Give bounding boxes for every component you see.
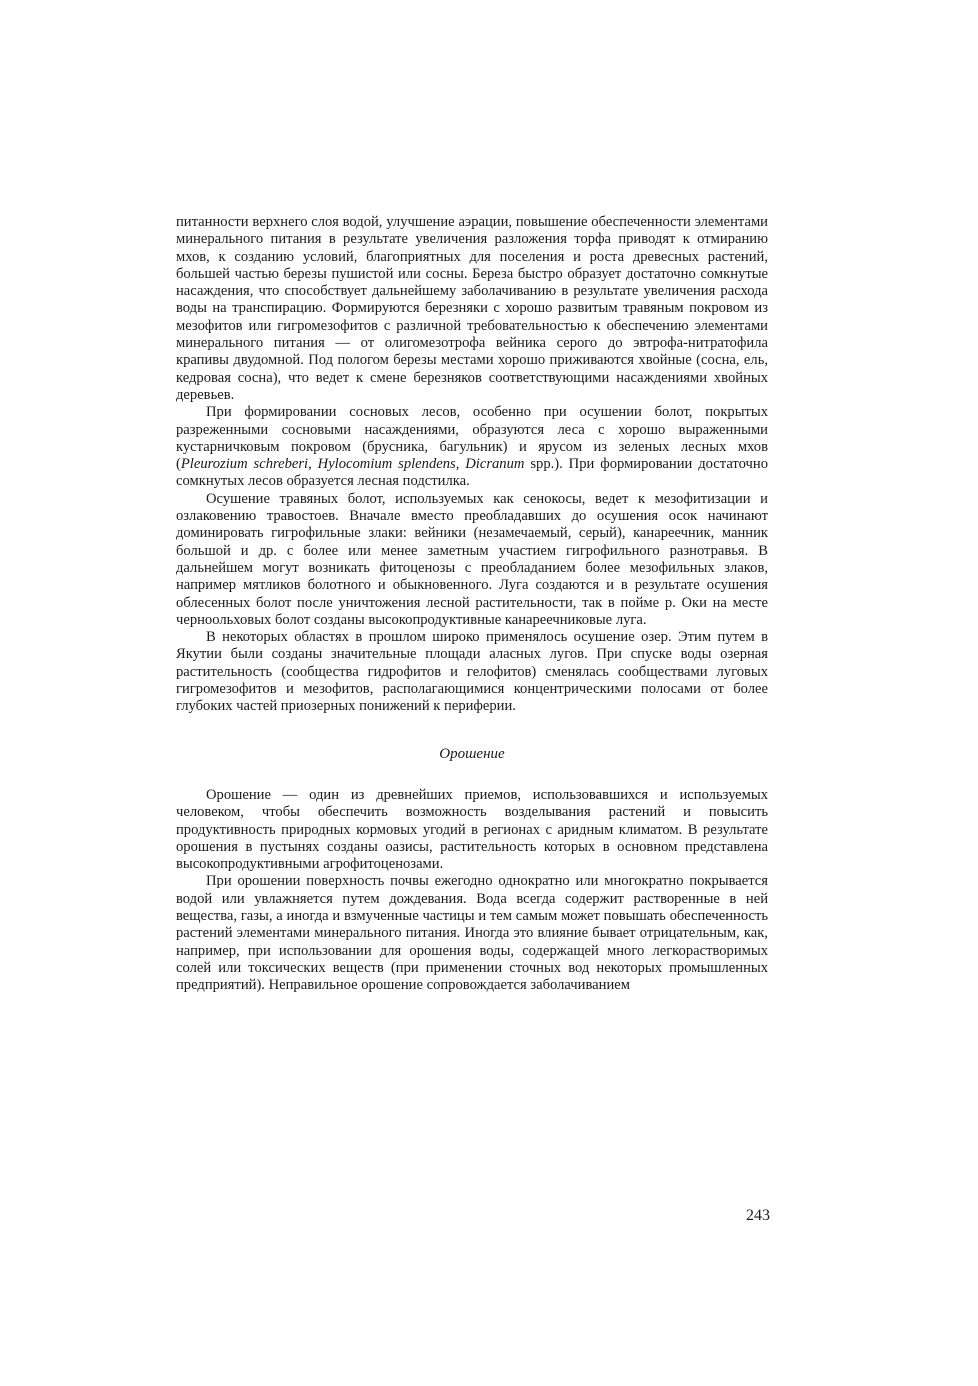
page-number: 243 bbox=[746, 1207, 770, 1224]
paragraph-irrigation-intro: Орошение — один из древнейших приемов, использовавшихся и используемых человеком, чтобы обеспечить возможность возделывания растений и повысить продуктивность природных кормовых угодий в регионах с аридным климатом. В результате орошения в пустынях созданы оазисы, растительность которых в основном представлена высокопродуктивными агрофитоценозами. bbox=[176, 786, 768, 873]
pine-text-part-2: spp.). При формировании достаточно сомкнутых лесов образуется лесная подстилка. bbox=[176, 456, 768, 490]
paragraph-irrigation-effects: При орошении поверхность почвы ежегодно однократно или многократно покрывается водой или увлажняется путем дождевания. Вода всегда содержит растворенные в ней вещества, газы, а иногда и взмученные частицы и тем самым может повышать обеспеченность растений элементами минерального питания. Иногда это влияние бывает отрицательным, как, например, при использовании для орошения воды, содержащей много легкорастворимых солей или токсических веществ (при применении сточных вод некоторых промышленных предприятий). Неправильное орошение сопровождается заболачиванием bbox=[176, 873, 768, 994]
section-heading-irrigation: Орошение bbox=[439, 745, 505, 762]
text-column bbox=[176, 214, 768, 994]
paragraph-mire-drainage-continuation: питанности верхнего слоя водой, улучшение аэрации, повышение обеспеченности элементами минерального питания в результате увеличения разложения торфа приводят к отмиранию мхов, к созданию условий, благоприятных для поселения и роста древесных растений, большей частью березы пушистой или сосны. Береза быстро образует достаточно сомкнутые насаждения, что способствует дальнейшему заболачиванию в результате увеличения расхода воды на транспирацию. Формируются березняки с хорошо развитым травяным покровом из мезофитов или гигромезофитов с различной требовательностью к обеспечению элементами минерального питания — от олигомезотрофа вейника серого до эвтрофа-нитратофила крапивы двудомной. Под пологом березы местами хорошо приживаются хвойные (сосна, ель, кедровая сосна), что ведет к смене березняков соответствующими насаждениями хвойных деревьев. bbox=[176, 214, 768, 403]
paragraph-pine-forests bbox=[176, 404, 768, 490]
pine-text-part-1: При формировании сосновых лесов, особенно при осушении болот, покрытых разреженными сосновыми насаждениями, образуются леса с хорошо выраженными кустарничковым покровом (брусника, багульник) и ярусом из зеленых лесных мхов ( bbox=[176, 404, 768, 473]
pine-latin-names: Pleurozium schreberi, Hylocomium splendens, Dicranum bbox=[180, 456, 525, 473]
paragraph-lake-drainage: В некоторых областях в прошлом широко применялось осушение озер. Этим путем в Якутии были созданы значительные площади аласных лугов. При спуске воды озерная растительность (сообщества гидрофитов и гелофитов) сменялась сообществами луговых гигромезофитов и мезофитов, располагающимися концентрическими полосами от более глубоких частей приозерных понижений к периферии. bbox=[176, 629, 768, 715]
paragraph-grass-mires: Осушение травяных болот, используемых как сенокосы, ведет к мезофитизации и озлаковению травостоев. Вначале вместо преобладавших до осушения осок начинают доминировать гигрофильные злаки: вейники (незамечаемый, серый), канареечник, манник большой и др. с более или менее заметным участием гигрофильного разнотравья. В дальнейшем могут возникать фитоценозы с преобладанием более мезофильных злаков, например мятликов болотного и обыкновенного. Луга создаются и в результате осушения облесенных болот после уничтожения лесной растительности, так в пойме р. Оки на месте черноольховых болот созданы высокопродуктивные канареечниковые луга. bbox=[176, 490, 768, 628]
